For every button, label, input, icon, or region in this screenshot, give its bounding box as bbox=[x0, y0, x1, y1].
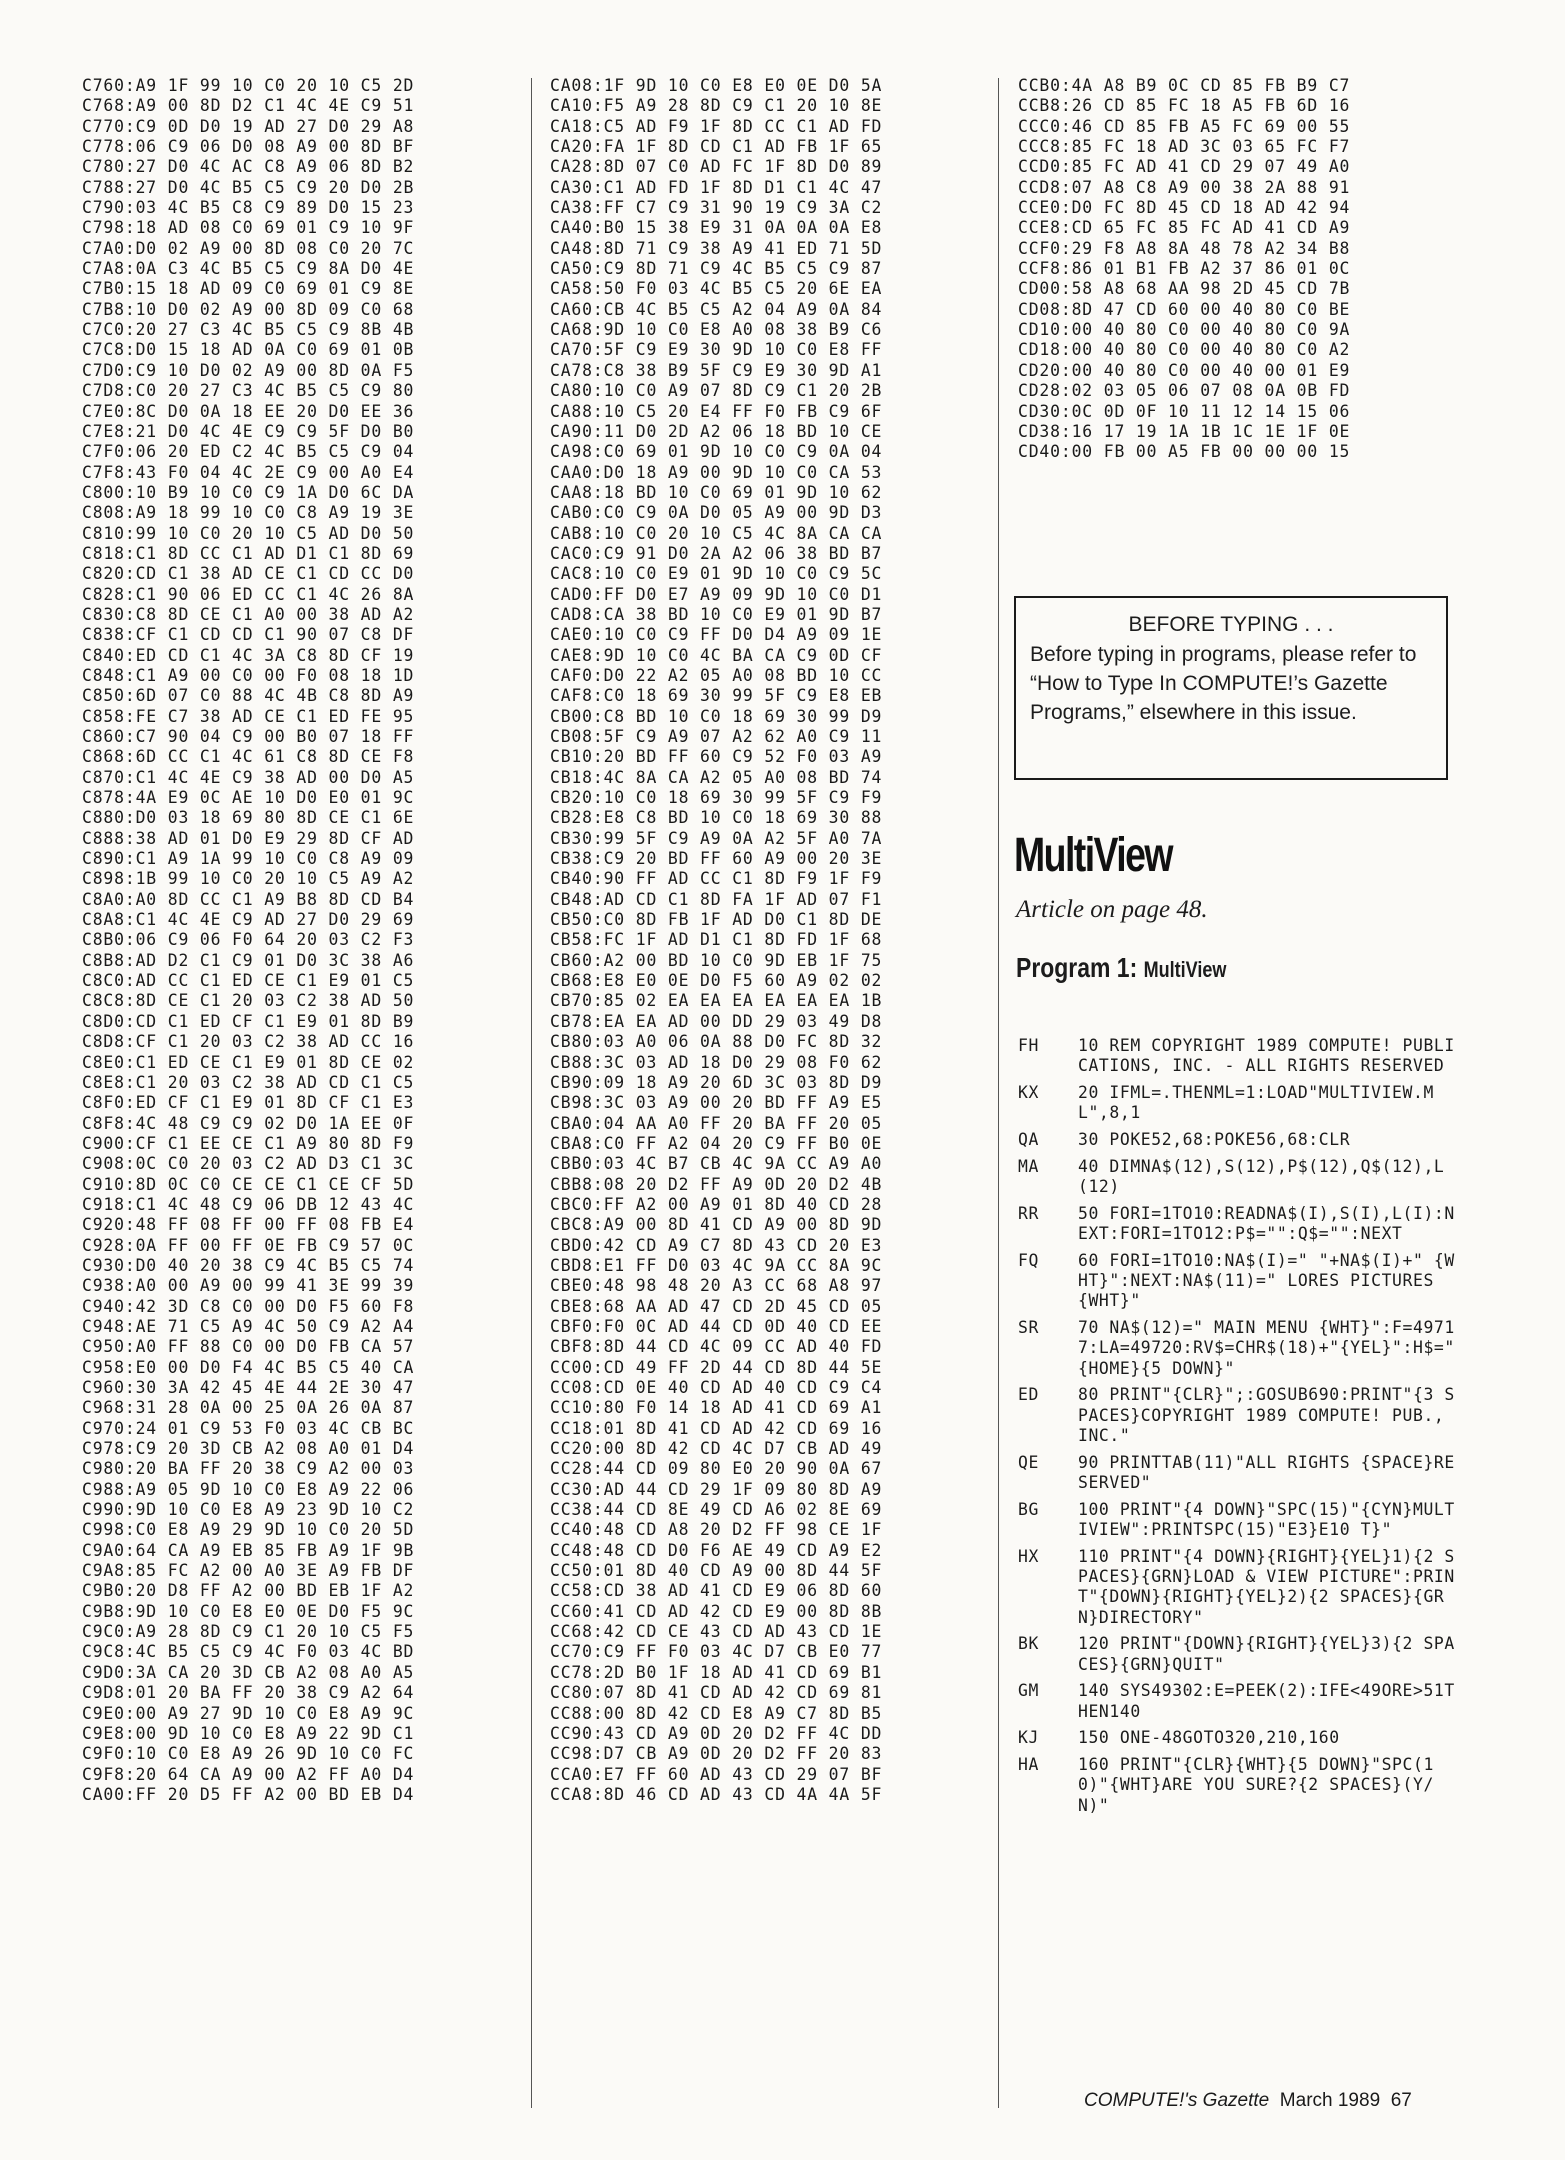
hex-line: CD20:00 40 80 C0 00 40 00 01 E9 bbox=[1018, 360, 1351, 380]
hex-line: CD28:02 03 05 06 07 08 0A 0B FD bbox=[1018, 381, 1351, 401]
article-reference: Article on page 48. bbox=[1016, 896, 1208, 923]
hex-line: C8D8:CF C1 20 03 C2 38 AD CC 16 bbox=[82, 1032, 415, 1052]
hex-line: CD40:00 FB 00 A5 FB 00 00 00 15 bbox=[1018, 442, 1351, 462]
hex-line: CB50:C0 8D FB 1F AD D0 C1 8D DE bbox=[550, 910, 883, 930]
hex-line: CA40:B0 15 38 E9 31 0A 0A 0A E8 bbox=[550, 218, 883, 238]
hex-line: CA18:C5 AD F9 1F 8D CC C1 AD FD bbox=[550, 116, 883, 136]
hex-line: C950:A0 FF 88 C0 00 D0 FB CA 57 bbox=[82, 1337, 415, 1357]
hex-line: C998:C0 E8 A9 29 9D 10 C0 20 5D bbox=[82, 1520, 415, 1540]
checksum: HA bbox=[1018, 1754, 1039, 1774]
basic-line: 40 DIMNA$(12),S(12),P$(12),Q$(12),L(12) bbox=[1078, 1156, 1445, 1196]
hex-line: C888:38 AD 01 D0 E9 29 8D CF AD bbox=[82, 828, 415, 848]
hex-line: C9F0:10 C0 E8 A9 26 9D 10 C0 FC bbox=[82, 1744, 415, 1764]
listing-row bbox=[1018, 1453, 1456, 1494]
hex-line: CCE8:CD 65 FC 85 FC AD 41 CD A9 bbox=[1018, 218, 1351, 238]
hex-line: C948:AE 71 C5 A9 4C 50 C9 A2 A4 bbox=[82, 1316, 415, 1336]
hex-line: C930:D0 40 20 38 C9 4C B5 C5 74 bbox=[82, 1255, 415, 1275]
hex-line: CB20:10 C0 18 69 30 99 5F C9 F9 bbox=[550, 788, 883, 808]
listing-row bbox=[1018, 1755, 1456, 1816]
hex-line: CA48:8D 71 C9 38 A9 41 ED 71 5D bbox=[550, 238, 883, 258]
hex-line: CC30:AD 44 CD 29 1F 09 80 8D A9 bbox=[550, 1479, 883, 1499]
hex-line: C978:C9 20 3D CB A2 08 A0 01 D4 bbox=[82, 1439, 415, 1459]
basic-line: 120 PRINT"{DOWN}{RIGHT}{YEL}3){2 SPACES}{GRN}QUIT" bbox=[1078, 1634, 1455, 1674]
listing-row bbox=[1018, 1500, 1456, 1541]
hex-line: CBA0:04 AA A0 FF 20 BA FF 20 05 bbox=[550, 1113, 883, 1133]
hex-line: CB38:C9 20 BD FF 60 A9 00 20 3E bbox=[550, 849, 883, 869]
hex-line: CD38:16 17 19 1A 1B 1C 1E 1F 0E bbox=[1018, 421, 1351, 441]
page-footer bbox=[1084, 2090, 1412, 2112]
hex-line: C9B0:20 D8 FF A2 00 BD EB 1F A2 bbox=[82, 1581, 415, 1601]
hex-line: C988:A9 05 9D 10 C0 E8 A9 22 06 bbox=[82, 1479, 415, 1499]
hex-line: CBF8:8D 44 CD 4C 09 CC AD 40 FD bbox=[550, 1337, 883, 1357]
hex-line: C9D8:01 20 BA FF 20 38 C9 A2 64 bbox=[82, 1683, 415, 1703]
hex-line: CB58:FC 1F AD D1 C1 8D FD 1F 68 bbox=[550, 930, 883, 950]
hex-line: CCB0:4A A8 B9 0C CD 85 FB B9 C7 bbox=[1018, 76, 1351, 95]
hex-line: CAA0:D0 18 A9 00 9D 10 C0 CA 53 bbox=[550, 462, 883, 482]
checksum: QE bbox=[1018, 1452, 1039, 1472]
basic-line: 70 NA$(12)=" MAIN MENU {WHT}":F=49717:LA=49720:RV$=CHR$(18)+"{YEL}":H$="{HOME}{5 DOWN}" bbox=[1078, 1317, 1455, 1378]
hex-line: CC58:CD 38 AD 41 CD E9 06 8D 60 bbox=[550, 1581, 883, 1601]
hex-column-3 bbox=[1018, 76, 1350, 463]
hex-line: C870:C1 4C 4E C9 38 AD 00 D0 A5 bbox=[82, 767, 415, 787]
hex-line: C7D8:C0 20 27 C3 4C B5 C5 C9 80 bbox=[82, 381, 415, 401]
hex-line: CBA8:C0 FF A2 04 20 C9 FF B0 0E bbox=[550, 1133, 883, 1153]
hex-line: C968:31 28 0A 00 25 0A 26 0A 87 bbox=[82, 1398, 415, 1418]
hex-line: CA28:8D 07 C0 AD FC 1F 8D D0 89 bbox=[550, 157, 883, 177]
listing-row bbox=[1018, 1036, 1456, 1077]
hex-line: C8D0:CD C1 ED CF C1 E9 01 8D B9 bbox=[82, 1011, 415, 1031]
hex-line: CCC8:85 FC 18 AD 3C 03 65 FC F7 bbox=[1018, 137, 1351, 157]
hex-line: CD30:0C 0D 0F 10 11 12 14 15 06 bbox=[1018, 401, 1351, 421]
listing-row bbox=[1018, 1385, 1456, 1446]
hex-line: C798:18 AD 08 C0 69 01 C9 10 9F bbox=[82, 218, 415, 238]
hex-line: C918:C1 4C 48 C9 06 DB 12 43 4C bbox=[82, 1194, 415, 1214]
hex-line: CC70:C9 FF F0 03 4C D7 CB E0 77 bbox=[550, 1642, 883, 1662]
hex-line: CB90:09 18 A9 20 6D 3C 03 8D D9 bbox=[550, 1072, 883, 1092]
checksum: BG bbox=[1018, 1499, 1039, 1519]
hex-line: CC90:43 CD A9 0D 20 D2 FF 4C DD bbox=[550, 1723, 883, 1743]
hex-line: C8F8:4C 48 C9 C9 02 D0 1A EE 0F bbox=[82, 1113, 415, 1133]
hex-line: C8E0:C1 ED CE C1 E9 01 8D CE 02 bbox=[82, 1052, 415, 1072]
hex-line: C938:A0 00 A9 00 99 41 3E 99 39 bbox=[82, 1276, 415, 1296]
checksum: FH bbox=[1018, 1036, 1039, 1055]
hex-line: CD08:8D 47 CD 60 00 40 80 C0 BE bbox=[1018, 299, 1351, 319]
hex-line: C840:ED CD C1 4C 3A C8 8D CF 19 bbox=[82, 645, 415, 665]
hex-line: C8A8:C1 4C 4E C9 AD 27 D0 29 69 bbox=[82, 910, 415, 930]
hex-line: C808:A9 18 99 10 C0 C8 A9 19 3E bbox=[82, 503, 415, 523]
hex-line: CA30:C1 AD FD 1F 8D D1 C1 4C 47 bbox=[550, 177, 883, 197]
hex-line: C9F8:20 64 CA A9 00 A2 FF A0 D4 bbox=[82, 1764, 415, 1784]
hex-line: C910:8D 0C C0 CE CE C1 CE CF 5D bbox=[82, 1174, 415, 1194]
before-typing-box bbox=[1014, 596, 1448, 780]
basic-listing bbox=[1018, 1036, 1456, 1822]
hex-line: CA68:9D 10 C0 E8 A0 08 38 B9 C6 bbox=[550, 320, 883, 340]
hex-line: CC20:00 8D 42 CD 4C D7 CB AD 49 bbox=[550, 1439, 883, 1459]
hex-line: CC18:01 8D 41 CD AD 42 CD 69 16 bbox=[550, 1418, 883, 1438]
hex-line: C980:20 BA FF 20 38 C9 A2 00 03 bbox=[82, 1459, 415, 1479]
hex-line: C8C8:8D CE C1 20 03 C2 38 AD 50 bbox=[82, 991, 415, 1011]
hex-line: CB80:03 A0 06 0A 88 D0 FC 8D 32 bbox=[550, 1032, 883, 1052]
hex-line: CAB0:C0 C9 0A D0 05 A9 00 9D D3 bbox=[550, 503, 883, 523]
checksum: HX bbox=[1018, 1546, 1039, 1566]
hex-line: C8F0:ED CF C1 E9 01 8D CF C1 E3 bbox=[82, 1093, 415, 1113]
hex-column-2 bbox=[550, 76, 882, 1805]
hex-line: C898:1B 99 10 C0 20 10 C5 A9 A2 bbox=[82, 869, 415, 889]
before-typing-body: Before typing in programs, please refer to “How to Type In COMPUTE!’s Gazette Programs,” elsewhere in this issue. bbox=[1030, 643, 1417, 724]
checksum: MA bbox=[1018, 1156, 1039, 1176]
hex-line: C9A8:85 FC A2 00 A0 3E A9 FB DF bbox=[82, 1561, 415, 1581]
listing-row bbox=[1018, 1681, 1456, 1722]
hex-line: C8A0:A0 8D CC C1 A9 B8 8D CD B4 bbox=[82, 889, 415, 909]
program-label: Program 1: bbox=[1016, 952, 1144, 983]
hex-line: CD10:00 40 80 C0 00 40 80 C0 9A bbox=[1018, 320, 1351, 340]
footer-date: March 1989 bbox=[1279, 2090, 1381, 2111]
hex-line: CB08:5F C9 A9 07 A2 62 A0 C9 11 bbox=[550, 727, 883, 746]
listing-row bbox=[1018, 1634, 1456, 1675]
hex-line: C880:D0 03 18 69 80 8D CE C1 6E bbox=[82, 808, 415, 828]
hex-line: CA90:11 D0 2D A2 06 18 BD 10 CE bbox=[550, 421, 883, 441]
basic-line: 160 PRINT"{CLR}{WHT}{5 DOWN}"SPC(10)"{WHT}ARE YOU SURE?{2 SPACES}(Y/N)" bbox=[1078, 1754, 1434, 1815]
checksum: KJ bbox=[1018, 1728, 1039, 1748]
hex-line: CBE8:68 AA AD 47 CD 2D 45 CD 05 bbox=[550, 1296, 883, 1316]
listing-row bbox=[1018, 1204, 1456, 1245]
hex-line: CCB8:26 CD 85 FC 18 A5 FB 6D 16 bbox=[1018, 96, 1351, 116]
program-name: MultiView bbox=[1143, 957, 1227, 982]
hex-line: CC40:48 CD A8 20 D2 FF 98 CE 1F bbox=[550, 1520, 883, 1540]
hex-line: CD18:00 40 80 C0 00 40 80 C0 A2 bbox=[1018, 340, 1351, 360]
hex-line: CB00:C8 BD 10 C0 18 69 30 99 D9 bbox=[550, 706, 883, 726]
hex-line: C9E0:00 A9 27 9D 10 C0 E8 A9 9C bbox=[82, 1703, 415, 1723]
hex-line: CC50:01 8D 40 CD A9 00 8D 44 5F bbox=[550, 1561, 883, 1581]
hex-line: CBF0:F0 0C AD 44 CD 0D 40 CD EE bbox=[550, 1316, 883, 1336]
hex-line: C9C8:4C B5 C5 C9 4C F0 03 4C BD bbox=[82, 1642, 415, 1662]
hex-line: CC08:CD 0E 40 CD AD 40 CD C9 C4 bbox=[550, 1378, 883, 1397]
hex-line: CAF0:D0 22 A2 05 A0 08 BD 10 CC bbox=[550, 665, 883, 685]
hex-line: CB30:99 5F C9 A9 0A A2 5F A0 7A bbox=[550, 828, 883, 848]
basic-line: 110 PRINT"{4 DOWN}{RIGHT}{YEL}1){2 SPACES}{GRN}LOAD & VIEW PICTURE":PRINT"{DOWN}{RIGHT}{YEL}2){2 SPACES}{GRN}DIRECTORY" bbox=[1078, 1546, 1455, 1627]
hex-line: C818:C1 8D CC C1 AD D1 C1 8D 69 bbox=[82, 543, 415, 563]
hex-line: C820:CD C1 38 AD CE C1 CD CC D0 bbox=[82, 564, 415, 584]
hex-line: CAB8:10 C0 20 10 C5 4C 8A CA CA bbox=[550, 523, 883, 543]
listing-row bbox=[1018, 1130, 1456, 1150]
hex-line: CBB8:08 20 D2 FF A9 0D 20 D2 4B bbox=[550, 1174, 883, 1194]
hex-line: C868:6D CC C1 4C 61 C8 8D CE F8 bbox=[82, 747, 415, 767]
basic-line: 150 ONE-48GOTO320,210,160 bbox=[1078, 1728, 1340, 1748]
hex-line: C878:4A E9 0C AE 10 D0 E0 01 9C bbox=[82, 788, 415, 808]
hex-line: C900:CF C1 EE CE C1 A9 80 8D F9 bbox=[82, 1133, 415, 1153]
hex-line: C850:6D 07 C0 88 4C 4B C8 8D A9 bbox=[82, 686, 415, 706]
hex-line: C858:FE C7 38 AD CE C1 ED FE 95 bbox=[82, 706, 415, 726]
hex-line: CB88:3C 03 AD 18 D0 29 08 F0 62 bbox=[550, 1052, 883, 1072]
hex-line: CC48:48 CD D0 F6 AE 49 CD A9 E2 bbox=[550, 1540, 883, 1560]
hex-line: CC38:44 CD 8E 49 CD A6 02 8E 69 bbox=[550, 1500, 883, 1520]
hex-line: CB70:85 02 EA EA EA EA EA EA 1B bbox=[550, 991, 883, 1011]
hex-line: CB10:20 BD FF 60 C9 52 F0 03 A9 bbox=[550, 747, 883, 767]
hex-line: CC10:80 F0 14 18 AD 41 CD 69 A1 bbox=[550, 1398, 883, 1418]
hex-line: CA98:C0 69 01 9D 10 C0 C9 0A 04 bbox=[550, 442, 883, 462]
hex-line: C9D0:3A CA 20 3D CB A2 08 A0 A5 bbox=[82, 1662, 415, 1682]
hex-line: C7D0:C9 10 D0 02 A9 00 8D 0A F5 bbox=[82, 360, 415, 380]
checksum: GM bbox=[1018, 1681, 1039, 1701]
checksum: ED bbox=[1018, 1385, 1039, 1405]
listing-row bbox=[1018, 1318, 1456, 1379]
hex-line: C770:C9 0D D0 19 AD 27 D0 29 A8 bbox=[82, 116, 415, 136]
hex-line: C7B8:10 D0 02 A9 00 8D 09 C0 68 bbox=[82, 299, 415, 319]
hex-line: C768:A9 00 8D D2 C1 4C 4E C9 51 bbox=[82, 96, 415, 116]
hex-line: CA60:CB 4C B5 C5 A2 04 A9 0A 84 bbox=[550, 299, 883, 319]
hex-line: CC28:44 CD 09 80 E0 20 90 0A 67 bbox=[550, 1459, 883, 1479]
column-divider-1 bbox=[531, 78, 532, 2108]
basic-line: 80 PRINT"{CLR}";:GOSUB690:PRINT"{3 SPACES}COPYRIGHT 1989 COMPUTE! PUB., INC." bbox=[1078, 1385, 1455, 1445]
hex-line: CAE8:9D 10 C0 4C BA CA C9 0D CF bbox=[550, 645, 883, 665]
hex-line: CAD8:CA 38 BD 10 C0 E9 01 9D B7 bbox=[550, 604, 883, 624]
hex-line: C7A8:0A C3 4C B5 C5 C9 8A D0 4E bbox=[82, 259, 415, 279]
listing-row bbox=[1018, 1728, 1456, 1748]
hex-line: CCD0:85 FC AD 41 CD 29 07 49 A0 bbox=[1018, 157, 1351, 177]
hex-line: C7E8:21 D0 4C 4E C9 C9 5F D0 B0 bbox=[82, 421, 415, 441]
hex-line: C960:30 3A 42 45 4E 44 2E 30 47 bbox=[82, 1378, 415, 1397]
hex-line: C970:24 01 C9 53 F0 03 4C CB BC bbox=[82, 1418, 415, 1438]
listing-row bbox=[1018, 1083, 1456, 1124]
hex-line: C908:0C C0 20 03 C2 AD D3 C1 3C bbox=[82, 1154, 415, 1174]
hex-line: C8C0:AD CC C1 ED CE C1 E9 01 C5 bbox=[82, 971, 415, 991]
hex-line: CC68:42 CD CE 43 CD AD 43 CD 1E bbox=[550, 1622, 883, 1642]
article-title: MultiView bbox=[1014, 829, 1172, 882]
checksum: FQ bbox=[1018, 1250, 1039, 1270]
hex-line: C810:99 10 C0 20 10 C5 AD D0 50 bbox=[82, 523, 415, 543]
hex-line: C990:9D 10 C0 E8 A9 23 9D 10 C2 bbox=[82, 1500, 415, 1520]
hex-line: C9C0:A9 28 8D C9 C1 20 10 C5 F5 bbox=[82, 1622, 415, 1642]
hex-line: CBD8:E1 FF D0 03 4C 9A CC 8A 9C bbox=[550, 1255, 883, 1275]
hex-line: CD00:58 A8 68 AA 98 2D 45 CD 7B bbox=[1018, 279, 1351, 299]
hex-line: CCE0:D0 FC 8D 45 CD 18 AD 42 94 bbox=[1018, 198, 1351, 218]
hex-line: CBB0:03 4C B7 CB 4C 9A CC A9 A0 bbox=[550, 1154, 883, 1174]
checksum: KX bbox=[1018, 1082, 1039, 1102]
basic-line: 10 REM COPYRIGHT 1989 COMPUTE! PUBLICATIONS, INC. - ALL RIGHTS RESERVED bbox=[1078, 1036, 1455, 1076]
basic-line: 140 SYS49302:E=PEEK(2):IFE<49ORE>51THEN140 bbox=[1078, 1681, 1455, 1721]
hex-line: CB28:E8 C8 BD 10 C0 18 69 30 88 bbox=[550, 808, 883, 828]
hex-line: CCF8:86 01 B1 FB A2 37 86 01 0C bbox=[1018, 259, 1351, 279]
hex-line: CA20:FA 1F 8D CD C1 AD FB 1F 65 bbox=[550, 137, 883, 157]
listing-row bbox=[1018, 1157, 1456, 1198]
hex-line: CBC0:FF A2 00 A9 01 8D 40 CD 28 bbox=[550, 1194, 883, 1214]
footer-page-number: 67 bbox=[1390, 2090, 1412, 2111]
hex-line: CC80:07 8D 41 CD AD 42 CD 69 81 bbox=[550, 1683, 883, 1703]
hex-line: CA88:10 C5 20 E4 FF F0 FB C9 6F bbox=[550, 401, 883, 421]
hex-line: C7B0:15 18 AD 09 C0 69 01 C9 8E bbox=[82, 279, 415, 299]
basic-line: 100 PRINT"{4 DOWN}"SPC(15)"{CYN}MULTIVIEW":PRINTSPC(15)"E3}E10 T}" bbox=[1078, 1499, 1455, 1539]
hex-line: CA08:1F 9D 10 C0 E8 E0 0E D0 5A bbox=[550, 76, 883, 95]
hex-line: C8B8:AD D2 C1 C9 01 D0 3C 38 A6 bbox=[82, 950, 415, 970]
column-divider-2 bbox=[998, 78, 999, 2108]
hex-line: CAC0:C9 91 D0 2A A2 06 38 BD B7 bbox=[550, 543, 883, 563]
hex-line: CA50:C9 8D 71 C9 4C B5 C5 C9 87 bbox=[550, 259, 883, 279]
hex-line: CCA8:8D 46 CD AD 43 CD 4A 4A 5F bbox=[550, 1784, 883, 1804]
hex-line: CBD0:42 CD A9 C7 8D 43 CD 20 E3 bbox=[550, 1235, 883, 1255]
hex-line: C790:03 4C B5 C8 C9 89 D0 15 23 bbox=[82, 198, 415, 218]
hex-line: C760:A9 1F 99 10 C0 20 10 C5 2D bbox=[82, 76, 415, 95]
hex-line: CAD0:FF D0 E7 A9 09 9D 10 C0 D1 bbox=[550, 584, 883, 604]
checksum: QA bbox=[1018, 1129, 1039, 1149]
hex-line: CA10:F5 A9 28 8D C9 C1 20 10 8E bbox=[550, 96, 883, 116]
hex-line: CCC0:46 CD 85 FB A5 FC 69 00 55 bbox=[1018, 116, 1351, 136]
hex-line: CA58:50 F0 03 4C B5 C5 20 6E EA bbox=[550, 279, 883, 299]
hex-line: C780:27 D0 4C AC C8 A9 06 8D B2 bbox=[82, 157, 415, 177]
basic-line: 60 FORI=1TO10:NA$(I)=" "+NA$(I)+" {WHT}":NEXT:NA$(11)=" LORES PICTURES {WHT}" bbox=[1078, 1250, 1455, 1311]
hex-line: CC88:00 8D 42 CD E8 A9 C7 8D B5 bbox=[550, 1703, 883, 1723]
checksum: RR bbox=[1018, 1203, 1039, 1223]
hex-line: CA70:5F C9 E9 30 9D 10 C0 E8 FF bbox=[550, 340, 883, 360]
hex-line: C940:42 3D C8 C0 00 D0 F5 60 F8 bbox=[82, 1296, 415, 1316]
hex-line: C7F8:43 F0 04 4C 2E C9 00 A0 E4 bbox=[82, 462, 415, 482]
basic-line: 30 POKE52,68:POKE56,68:CLR bbox=[1078, 1129, 1351, 1149]
hex-line: CCF0:29 F8 A8 8A 48 78 A2 34 B8 bbox=[1018, 238, 1351, 258]
footer-publication: COMPUTE!'s Gazette bbox=[1084, 2090, 1270, 2111]
hex-line: CAA8:18 BD 10 C0 69 01 9D 10 62 bbox=[550, 482, 883, 502]
hex-line: CBC8:A9 00 8D 41 CD A9 00 8D 9D bbox=[550, 1215, 883, 1235]
hex-line: C7C0:20 27 C3 4C B5 C5 C9 8B 4B bbox=[82, 320, 415, 340]
hex-line: C778:06 C9 06 D0 08 A9 00 8D BF bbox=[82, 137, 415, 157]
hex-line: CC00:CD 49 FF 2D 44 CD 8D 44 5E bbox=[550, 1357, 883, 1377]
hex-line: CAE0:10 C0 C9 FF D0 D4 A9 09 1E bbox=[550, 625, 883, 645]
hex-line: CCA0:E7 FF 60 AD 43 CD 29 07 BF bbox=[550, 1764, 883, 1784]
hex-line: C890:C1 A9 1A 99 10 C0 C8 A9 09 bbox=[82, 849, 415, 869]
hex-line: CB48:AD CD C1 8D FA 1F AD 07 F1 bbox=[550, 889, 883, 909]
hex-line: C830:C8 8D CE C1 A0 00 38 AD A2 bbox=[82, 604, 415, 624]
hex-line: C920:48 FF 08 FF 00 FF 08 FB E4 bbox=[82, 1215, 415, 1235]
basic-line: 20 IFML=.THENML=1:LOAD"MULTIVIEW.ML",8,1 bbox=[1078, 1082, 1434, 1123]
hex-line: CC78:2D B0 1F 18 AD 41 CD 69 B1 bbox=[550, 1662, 883, 1682]
hex-line: C928:0A FF 00 FF 0E FB C9 57 0C bbox=[82, 1235, 415, 1255]
hex-line: C838:CF C1 CD CD C1 90 07 C8 DF bbox=[82, 625, 415, 645]
hex-line: CA78:C8 38 B9 5F C9 E9 30 9D A1 bbox=[550, 360, 883, 380]
hex-line: C7A0:D0 02 A9 00 8D 08 C0 20 7C bbox=[82, 238, 415, 258]
hex-line: CC98:D7 CB A9 0D 20 D2 FF 20 83 bbox=[550, 1744, 883, 1764]
hex-line: C848:C1 A9 00 C0 00 F0 08 18 1D bbox=[82, 665, 415, 685]
hex-line: CAC8:10 C0 E9 01 9D 10 C0 C9 5C bbox=[550, 564, 883, 584]
program-heading bbox=[1016, 952, 1226, 984]
hex-line: CA38:FF C7 C9 31 90 19 C9 3A C2 bbox=[550, 198, 883, 218]
hex-line: CB40:90 FF AD CC C1 8D F9 1F F9 bbox=[550, 869, 883, 889]
hex-column-1 bbox=[82, 76, 414, 1805]
basic-line: 50 FORI=1TO10:READNA$(I),S(I),L(I):NEXT:FORI=1TO12:P$="":Q$="":NEXT bbox=[1078, 1203, 1455, 1243]
checksum: SR bbox=[1018, 1317, 1039, 1337]
hex-line: C9E8:00 9D 10 C0 E8 A9 22 9D C1 bbox=[82, 1723, 415, 1743]
hex-line: CB60:A2 00 BD 10 C0 9D EB 1F 75 bbox=[550, 950, 883, 970]
basic-line: 90 PRINTTAB(11)"ALL RIGHTS {SPACE}RESERVED" bbox=[1078, 1452, 1455, 1492]
hex-line: CCD8:07 A8 C8 A9 00 38 2A 88 91 bbox=[1018, 177, 1351, 197]
hex-line: CC60:41 CD AD 42 CD E9 00 8D 8B bbox=[550, 1601, 883, 1621]
checksum: BK bbox=[1018, 1634, 1039, 1654]
hex-line: CB98:3C 03 A9 00 20 BD FF A9 E5 bbox=[550, 1093, 883, 1113]
before-typing-title: BEFORE TYPING . . . bbox=[1128, 613, 1334, 636]
hex-line: C958:E0 00 D0 F4 4C B5 C5 40 CA bbox=[82, 1357, 415, 1377]
hex-line: C8E8:C1 20 03 C2 38 AD CD C1 C5 bbox=[82, 1072, 415, 1092]
hex-line: C7E0:8C D0 0A 18 EE 20 D0 EE 36 bbox=[82, 401, 415, 421]
hex-line: C800:10 B9 10 C0 C9 1A D0 6C DA bbox=[82, 482, 415, 502]
hex-line: C8B0:06 C9 06 F0 64 20 03 C2 F3 bbox=[82, 930, 415, 950]
hex-line: CA00:FF 20 D5 FF A2 00 BD EB D4 bbox=[82, 1784, 415, 1804]
hex-line: C7F0:06 20 ED C2 4C B5 C5 C9 04 bbox=[82, 442, 415, 462]
hex-line: CB68:E8 E0 0E D0 F5 60 A9 02 02 bbox=[550, 971, 883, 991]
hex-line: CBE0:48 98 48 20 A3 CC 68 A8 97 bbox=[550, 1276, 883, 1296]
hex-line: C828:C1 90 06 ED CC C1 4C 26 8A bbox=[82, 584, 415, 604]
hex-line: CA80:10 C0 A9 07 8D C9 C1 20 2B bbox=[550, 381, 883, 401]
hex-line: C9A0:64 CA A9 EB 85 FB A9 1F 9B bbox=[82, 1540, 415, 1560]
hex-line: C9B8:9D 10 C0 E8 E0 0E D0 F5 9C bbox=[82, 1601, 415, 1621]
hex-line: C788:27 D0 4C B5 C5 C9 20 D0 2B bbox=[82, 177, 415, 197]
hex-line: CB78:EA EA AD 00 DD 29 03 49 D8 bbox=[550, 1011, 883, 1031]
hex-line: C860:C7 90 04 C9 00 B0 07 18 FF bbox=[82, 727, 415, 746]
hex-line: C7C8:D0 15 18 AD 0A C0 69 01 0B bbox=[82, 340, 415, 360]
listing-row bbox=[1018, 1547, 1456, 1628]
listing-row bbox=[1018, 1251, 1456, 1312]
hex-line: CB18:4C 8A CA A2 05 A0 08 BD 74 bbox=[550, 767, 883, 787]
hex-line: CAF8:C0 18 69 30 99 5F C9 E8 EB bbox=[550, 686, 883, 706]
